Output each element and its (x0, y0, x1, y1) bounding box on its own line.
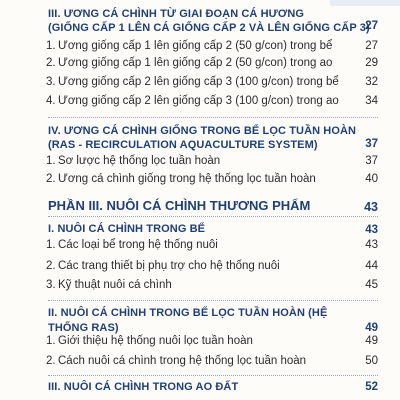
item-title: Ương giống cấp 1 lên giống cấp 2 (50 g/con) trong ao (58, 57, 333, 69)
item-number: 1. (46, 155, 56, 167)
page-number: 44 (365, 260, 378, 272)
item-number: 1. (46, 239, 56, 251)
item-number: 1. (46, 335, 56, 347)
top-edge-shading (330, 0, 400, 6)
section-title-line-2: THỐNG RAS) (48, 322, 119, 334)
section-title: III. NUÔI CÁ CHÌNH TRONG AO ĐẤT (48, 381, 239, 393)
item-title: Ương cá chình giống trong hệ thống lọc tuần hoàn (58, 173, 316, 185)
part-title: PHẦN III. NUÔI CÁ CHÌNH THƯƠNG PHẨM (48, 198, 311, 213)
page-number: 43 (365, 224, 378, 236)
page-number: 37 (365, 155, 378, 167)
divider (48, 300, 378, 301)
page-number: 43 (365, 239, 378, 251)
page-number: 40 (365, 173, 378, 185)
item-title: Cách nuôi cá chình trong hệ thống lọc tuần hoàn (58, 355, 307, 367)
divider (48, 216, 378, 217)
page-number: 50 (365, 355, 378, 367)
item-title: Các loại bể trong hệ thống nuôi (58, 239, 218, 251)
page-number: 29 (365, 57, 378, 69)
section-title-line-2: (RAS - RECIRCULATION AQUACULTURE SYSTEM) (48, 139, 318, 151)
item-number: 2. (46, 355, 56, 367)
divider (48, 375, 378, 376)
page-number: 34 (365, 95, 378, 107)
page-number: 32 (365, 76, 378, 88)
page-number: 27 (365, 40, 378, 52)
page-number: 49 (365, 322, 378, 334)
item-title: Ương giống cấp 2 lên giống cấp 3 (100 g/con) trong bể (58, 76, 339, 88)
section-title-line-1: II. NUÔI CÁ CHÌNH TRONG BỂ LỌC TUẦN HOÀN (HỆ (48, 307, 328, 319)
divider (48, 117, 378, 118)
section-title-line-2: (GIỐNG CẤP 1 LÊN CÁ GIỐNG CẤP 2 VÀ LÊN GIỐNG CẤP 3) (48, 22, 370, 34)
page-number: 45 (365, 279, 378, 291)
section-title-line-1: III. ƯƠNG CÁ CHÌNH TỪ GIAI ĐOẠN CÁ HƯƠNG (48, 8, 305, 20)
item-title: Sơ lược hệ thống lọc tuần hoàn (58, 155, 221, 167)
page-number: 52 (365, 381, 378, 393)
page-number: 27 (365, 20, 378, 32)
section-title: I. NUÔI CÁ CHÌNH TRONG BỂ (48, 223, 206, 235)
page-number: 43 (364, 200, 378, 214)
item-number: 3. (46, 76, 56, 88)
item-number: 3. (46, 279, 56, 291)
item-title: Kỹ thuật nuôi cá chình (58, 279, 172, 291)
page-number: 37 (365, 138, 378, 150)
page-number: 49 (365, 335, 378, 347)
item-number: 2. (46, 173, 56, 185)
item-title: Các trang thiết bị phụ trợ cho hệ thống nuôi (58, 260, 280, 272)
item-title: Giới thiệu hệ thống nuôi lọc tuần hoàn (58, 335, 253, 347)
item-number: 2. (46, 57, 56, 69)
item-title: Ương giống cấp 2 lên giống cấp 3 (100 g/con) trong ao (58, 95, 339, 107)
item-number: 1. (46, 40, 56, 52)
item-title: Ương giống cấp 1 lên giống cấp 2 (50 g/con) trong bể (58, 40, 333, 52)
section-title-line-1: IV. ƯƠNG CÁ CHÌNH GIỐNG TRONG BỂ LỌC TUẦN HOÀN (48, 125, 357, 137)
item-number: 2. (46, 260, 56, 272)
item-number: 4. (46, 95, 56, 107)
